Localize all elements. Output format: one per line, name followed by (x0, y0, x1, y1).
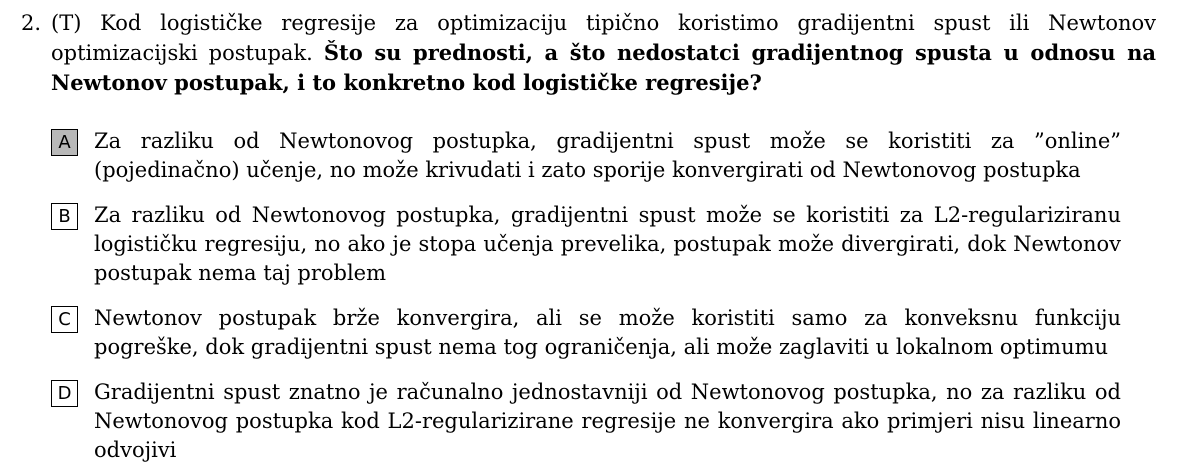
answer-text-d: Gradijentni spust znatno je računalno jednostavniji od Newtonovog postupka, no za razliku od Newtonovog postupka kod L2-regularizirane regresije ne konvergira ako primjeri nisu linearno odvojivi (94, 380, 1121, 462)
answer-label-b[interactable]: B (51, 203, 78, 230)
answer-label-d[interactable]: D (51, 380, 78, 407)
answer-label-c[interactable]: C (51, 306, 78, 333)
answer-label-a[interactable]: A (51, 129, 78, 156)
answer-text-b: Za razliku od Newtonovog postupka, gradijentni spust može se koristiti za L2-regulariziranu logističku regresiju, no ako je stopa učenja prevelika, postupak može divergirati, dok Newtonov postupak nema taj problem (94, 203, 1121, 285)
question-bold-prompt: Što su prednosti, a što nedostatci gradijentnog spusta u odnosu na Newtonov postupak, i to konkretno kod logističke regresije? (51, 40, 1156, 95)
answer-option-c[interactable] (51, 304, 1121, 362)
question-text (51, 9, 1156, 98)
answer-list (51, 127, 1121, 465)
question-header (21, 9, 1156, 98)
answer-option-b[interactable] (51, 201, 1121, 288)
question-block (21, 9, 1156, 98)
answer-option-d[interactable] (51, 378, 1121, 465)
question-intro: (T) Kod logističke regresije za optimizaciju tipično koristimo gradijentni spust ili Newtonov optimizacijski postupak. (51, 11, 1156, 65)
answer-text-c: Newtonov postupak brže konvergira, ali se može koristiti samo za konveksnu funkciju pogreške, dok gradijentni spust nema tog ograničenja, ali može zaglaviti u lokalnom optimumu (94, 306, 1121, 359)
question-number: 2. (21, 11, 42, 35)
answer-option-a[interactable] (51, 127, 1121, 185)
answer-text-a: Za razliku od Newtonovog postupka, gradijentni spust može se koristiti za ”online” (pojedinačno) učenje, no može krivudati i zato sporije konvergirati od Newtonovog postupka (94, 129, 1121, 182)
